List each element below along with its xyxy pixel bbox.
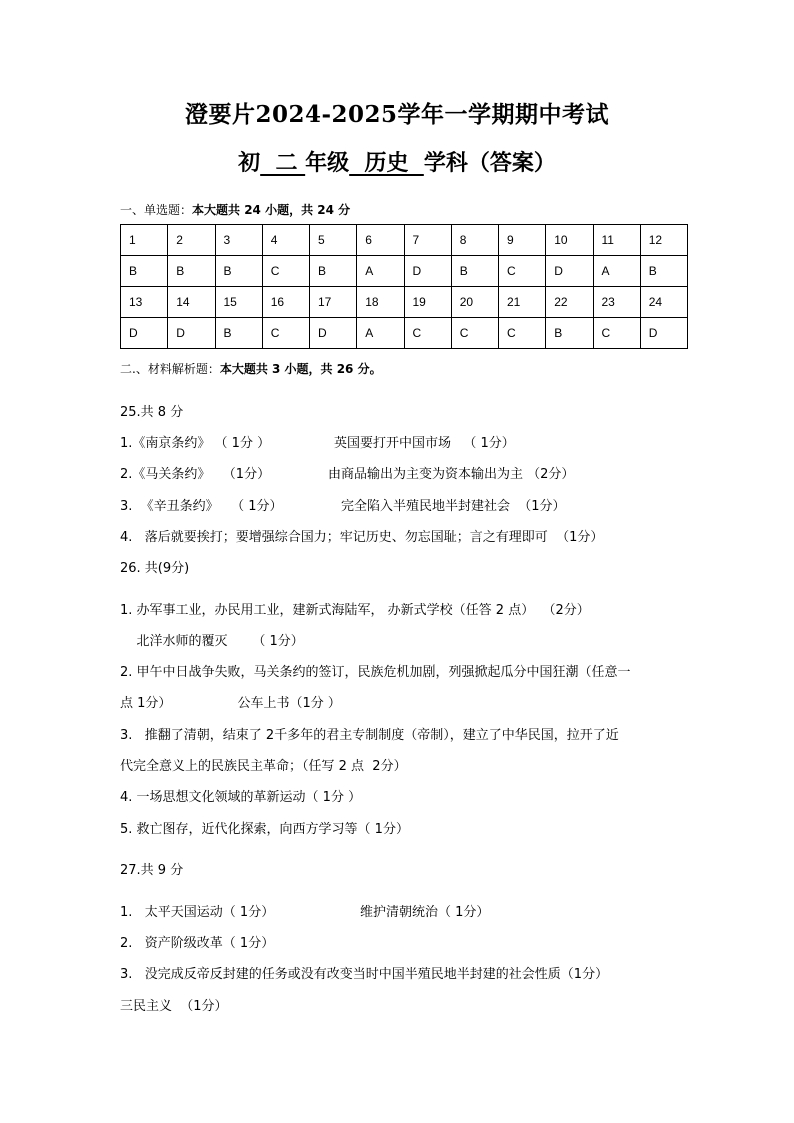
- q27-line-1-b: 维护清朝统治（ 1分）: [360, 905, 490, 920]
- subtitle-prefix: 初: [238, 150, 261, 176]
- grade-value: 二: [260, 150, 306, 176]
- q25-line-3: [120, 495, 566, 514]
- question-number-cell: 20: [451, 287, 498, 318]
- q27-line-3: 3. 没完成反帝反封建的任务或没有改变当时中国半殖民地半封建的社会性质（1分）: [120, 967, 609, 982]
- subject-value: 历史: [349, 150, 424, 176]
- question-number-cell: 5: [310, 225, 357, 256]
- question-number-cell: 9: [499, 225, 546, 256]
- answer-cell: D: [640, 318, 687, 349]
- q26-line-7: 4. 一场思想文化领域的革新运动（ 1分 ）: [120, 790, 362, 805]
- answer-cell: B: [640, 256, 687, 287]
- q25-line-1-a: 1.《南京条约》 （ 1分 ）: [120, 436, 271, 451]
- q27-line-1-a: 1. 太平天国运动（ 1分）: [120, 905, 275, 920]
- q25-line-2-a: 2.《马关条约》 （1分）: [120, 467, 271, 482]
- answer-cell: B: [310, 256, 357, 287]
- section-1-detail: 本大题共 24 小题，共 24 分: [192, 203, 351, 217]
- q26-line-8: 5. 救亡图存，近代化探索，向西方学习等（ 1分）: [120, 822, 409, 837]
- section-2-label: 二.、材料解析题：: [120, 362, 220, 376]
- q26-line-2: 北洋水师的覆灭 （ 1分）: [120, 634, 304, 649]
- q26-line-3: 2. 甲午中日战争失败，马关条约的签订，民族危机加剧，列强掀起瓜分中国狂潮（任意一: [120, 665, 631, 680]
- question-number-cell: 8: [451, 225, 498, 256]
- grade-word: 年级: [305, 150, 350, 176]
- section-2-detail: 本大题共 3 小题，共 26 分。: [219, 362, 382, 376]
- section-1-heading: [120, 201, 350, 218]
- answer-cell: A: [593, 256, 640, 287]
- answer-cell: C: [262, 256, 309, 287]
- exam-title: 澄要片2024-2025学年一学期期中考试: [184, 101, 610, 128]
- answer-cell: B: [215, 256, 262, 287]
- question-number-cell: 4: [262, 225, 309, 256]
- answer-cell: C: [404, 318, 451, 349]
- question-number-cell: 12: [640, 225, 687, 256]
- q25-heading: 25.共 8 分: [120, 405, 184, 420]
- question-number-cell: 19: [404, 287, 451, 318]
- question-number-cell: 17: [310, 287, 357, 318]
- question-number-cell: 3: [215, 225, 262, 256]
- question-number-cell: 10: [546, 225, 593, 256]
- q26-line-4: 点 1分） 公车上书（1分 ）: [120, 696, 341, 711]
- answer-cell: A: [357, 256, 404, 287]
- answer-row: [121, 256, 688, 287]
- section-2-heading: [120, 360, 382, 377]
- question-number-cell: 23: [593, 287, 640, 318]
- answer-cell: C: [593, 318, 640, 349]
- q27-heading: 27.共 9 分: [120, 863, 184, 878]
- q26-line-6: 代完全意义上的民族民主革命；（任写 2 点 2分）: [120, 759, 407, 774]
- q26-line-1: 1. 办军事工业，办民用工业，建新式海陆军， 办新式学校（任答 2 点） （2分）: [120, 603, 590, 618]
- section-1-label: 一、单选题：: [120, 203, 193, 217]
- q25-line-4: 4. 落后就要挨打；要增强综合国力；牢记历史、勿忘国耻；言之有理即可 （1分）: [120, 530, 604, 545]
- question-number-cell: 14: [168, 287, 215, 318]
- question-number-cell: 22: [546, 287, 593, 318]
- answer-cell: B: [168, 256, 215, 287]
- answer-table: [120, 224, 688, 349]
- question-number-cell: 24: [640, 287, 687, 318]
- q26-line-5: 3. 推翻了清朝，结束了 2千多年的君主专制制度（帝制），建立了中华民国，拉开了近: [120, 728, 619, 743]
- subtitle-suffix: 学科（答案）: [423, 150, 556, 176]
- question-number-cell: 21: [499, 287, 546, 318]
- question-number-cell: 2: [168, 225, 215, 256]
- question-number-cell: 15: [215, 287, 262, 318]
- question-number-cell: 13: [121, 287, 168, 318]
- q27-line-4: 三民主义 （1分）: [120, 999, 228, 1014]
- question-number-cell: 7: [404, 225, 451, 256]
- q25-line-2-b: 由商品输出为主变为资本输出为主 （2分）: [328, 467, 575, 482]
- question-number-cell: 18: [357, 287, 404, 318]
- answer-cell: D: [310, 318, 357, 349]
- question-number-cell: 16: [262, 287, 309, 318]
- question-number-cell: 11: [593, 225, 640, 256]
- q25-line-1: [120, 432, 515, 451]
- answer-cell: B: [121, 256, 168, 287]
- q27-line-2: 2. 资产阶级改革（ 1分）: [120, 936, 275, 951]
- q27-line-1: [120, 901, 490, 920]
- q25-line-1-b: 英国要打开中国市场 （ 1分）: [334, 436, 515, 451]
- answer-cell: D: [404, 256, 451, 287]
- q25-line-3-a: 3. 《辛丑条约》 （ 1分）: [120, 499, 283, 514]
- answer-cell: B: [546, 318, 593, 349]
- exam-subtitle: [0, 146, 794, 177]
- question-number-cell: 6: [357, 225, 404, 256]
- answer-cell: D: [168, 318, 215, 349]
- question-number-cell: 1: [121, 225, 168, 256]
- question-number-row: [121, 225, 688, 256]
- answer-cell: C: [499, 318, 546, 349]
- answer-cell: D: [121, 318, 168, 349]
- answer-cell: B: [215, 318, 262, 349]
- answer-cell: A: [357, 318, 404, 349]
- q25-line-3-b: 完全陷入半殖民地半封建社会 （1分）: [341, 499, 566, 514]
- question-number-row: [121, 287, 688, 318]
- answer-cell: C: [262, 318, 309, 349]
- answer-cell: C: [499, 256, 546, 287]
- answer-row: [121, 318, 688, 349]
- answer-cell: C: [451, 318, 498, 349]
- q25-line-2: [120, 463, 575, 482]
- answer-cell: B: [451, 256, 498, 287]
- answer-cell: D: [546, 256, 593, 287]
- q26-heading: 26. 共(9分): [120, 561, 190, 576]
